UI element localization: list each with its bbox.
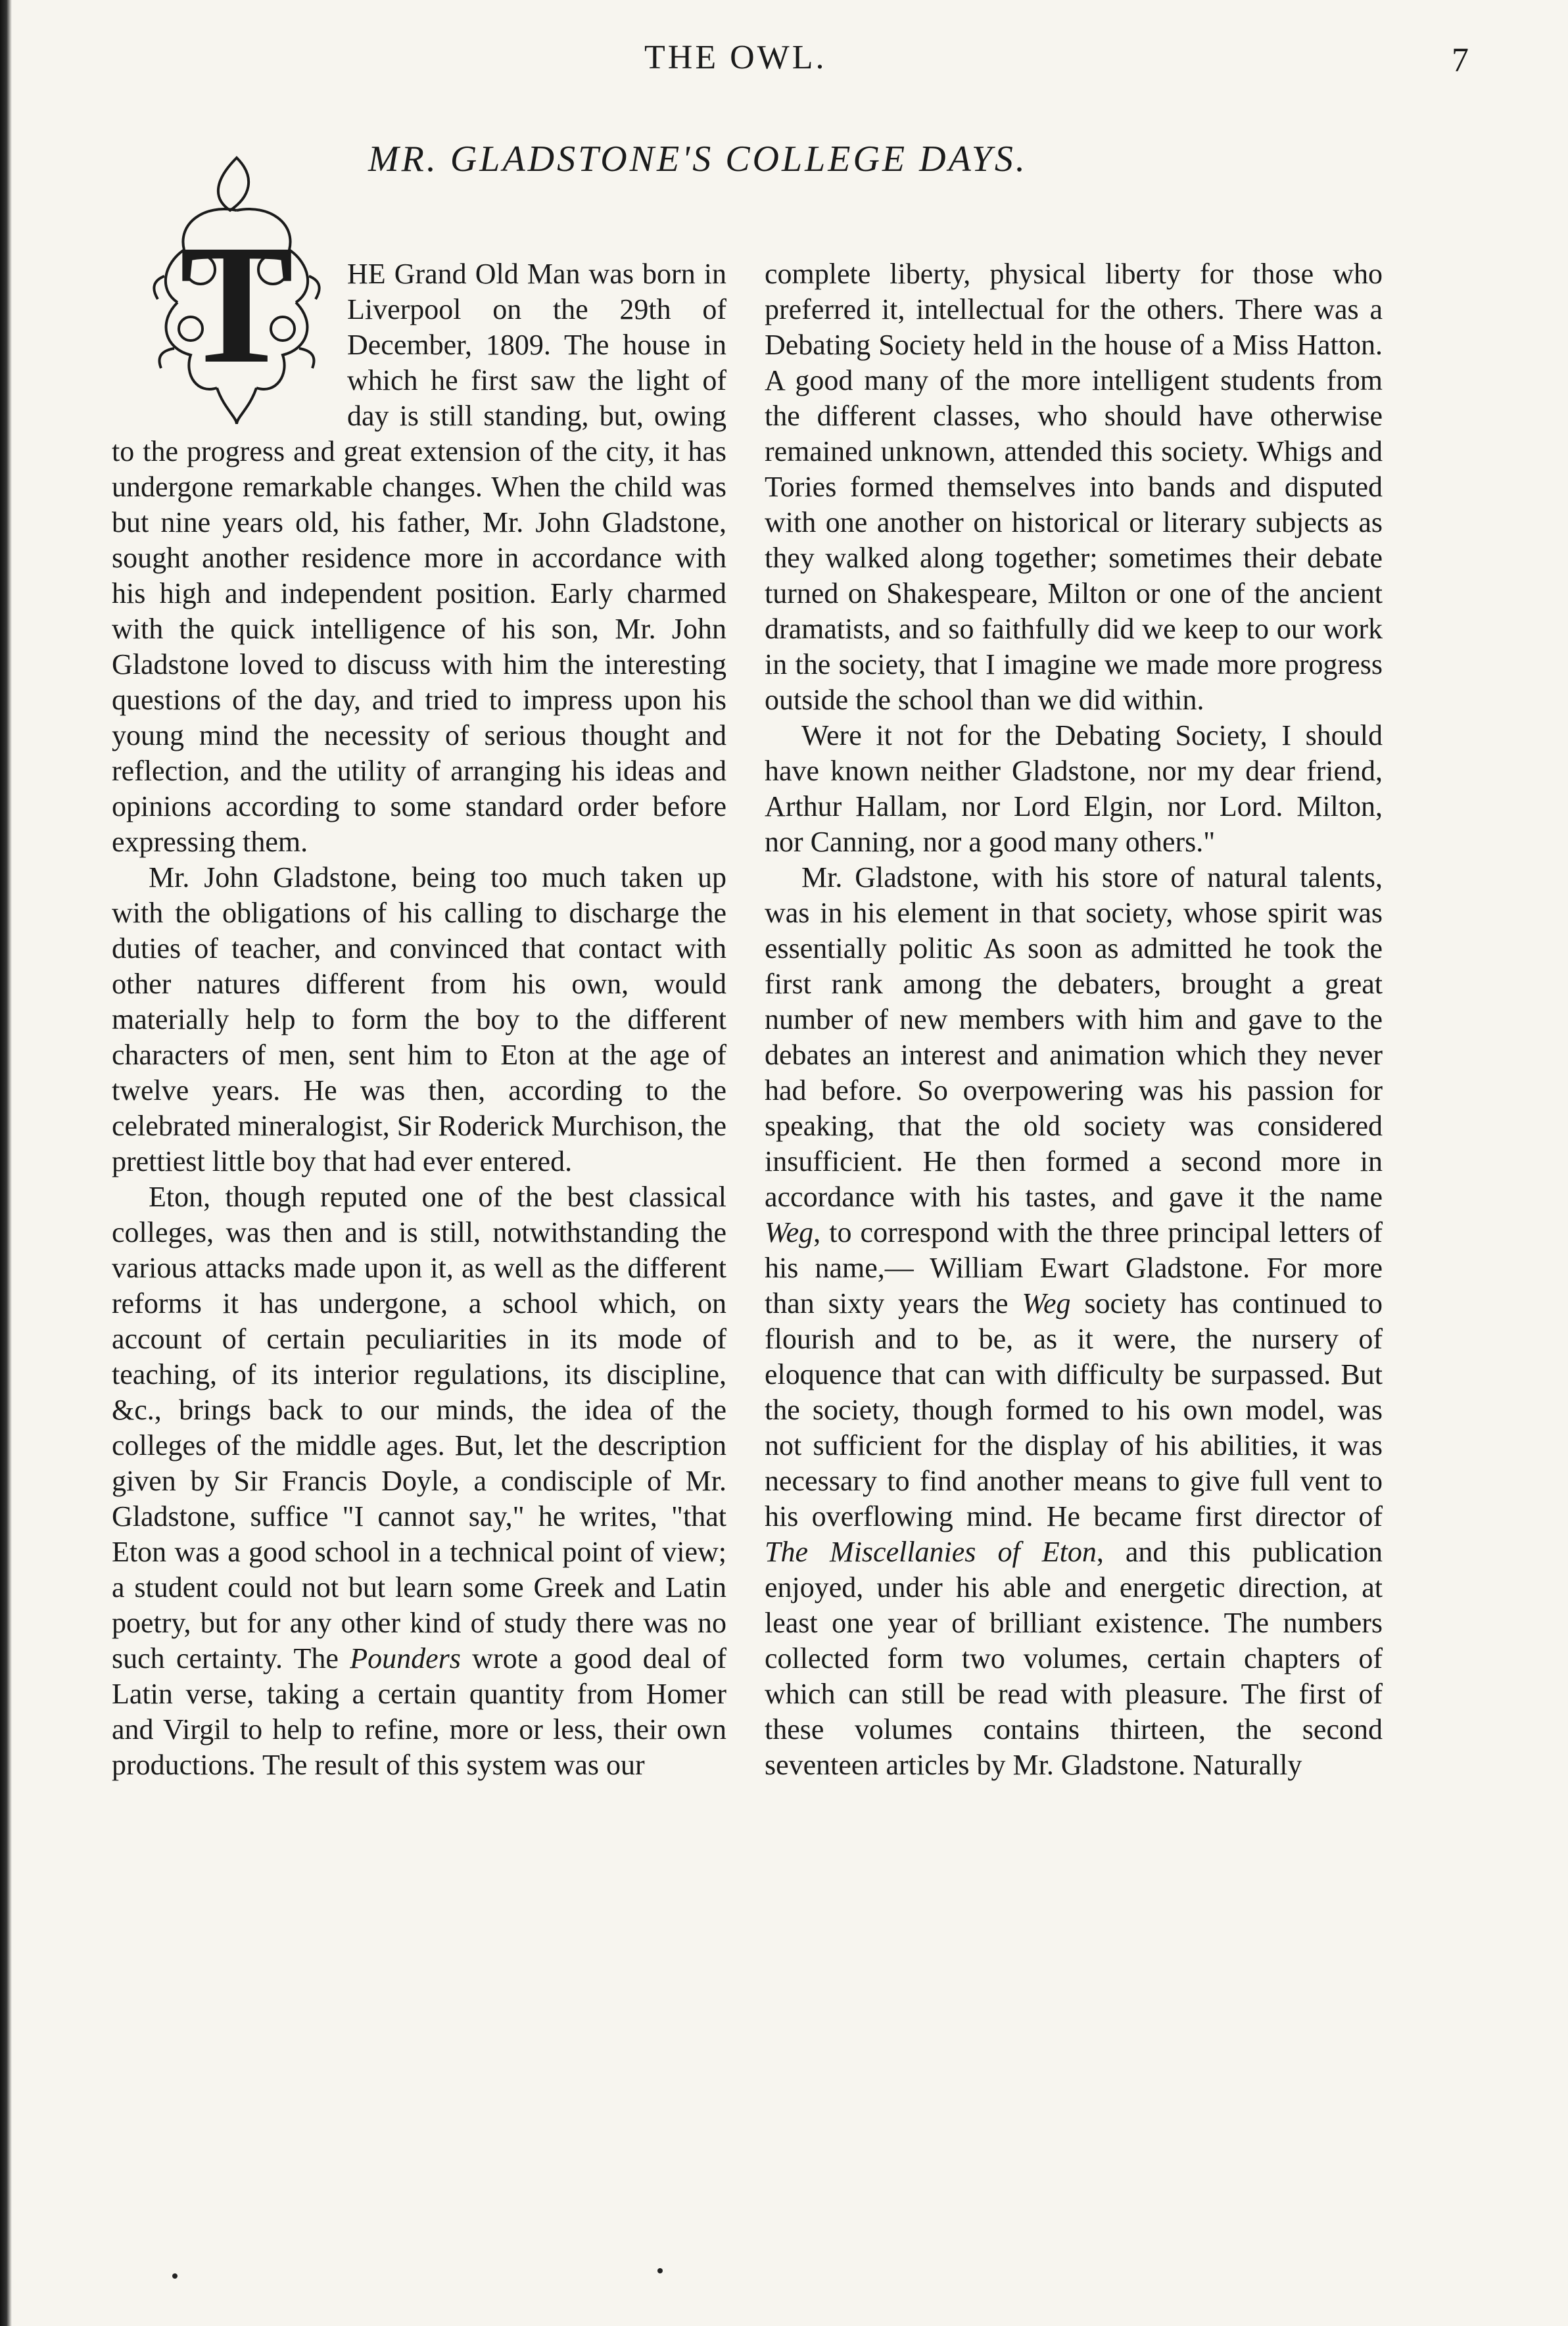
ornamental-drop-cap <box>138 151 335 427</box>
right-column <box>765 256 1383 1783</box>
paragraph-3 <box>112 1179 726 1783</box>
miscellanies-italic: The Miscellanies of Eton <box>765 1536 1097 1568</box>
paragraph-3-text-a: Eton, though reputed one of the best classical colleges, was then and is still, notwithstanding the various attacks made upon it, as well as the different reforms it has undergone, a school which, on account of certain peculiarities in its mode of teaching, of its interior regulations, its discipline, &c., brings back to our minds, the idea of the colleges of the middle ages. But, let the description given by Sir Francis Doyle, a condisciple of Mr. Gladstone, suffice "I cannot say," he writes, "that Eton was a good school in a technical point of view; a student could not but learn some Greek and Latin poetry, but for any other kind of study there was no such certainty. The <box>112 1181 726 1674</box>
paragraph-2: Mr. John Gladstone, being too much taken up with the obligations of his calling to discharge the duties of teacher, and convinced that contact with other natures different from his own, would materially help to form the boy to the different characters of men, sent him to Eton at the age of twelve years. He was then, according to the celebrated mineralogist, Sir Roderick Murchison, the prettiest little boy that had ever entered. <box>112 861 726 1177</box>
pounders-italic: Pounders <box>350 1642 461 1674</box>
paragraph-4: complete liberty, physical liberty for those who preferred it, intellectual for the others. There was a Debating Society held in the house of a Miss Hatton. A good many of the more intelligent students from the different classes, who should have otherwise remained unknown, attended this society. Whigs and Tories formed themselves into bands and disputed with one another on historical or literary subjects as they walked along together; sometimes their debate turned on Shakespeare, Milton or one of the ancient dramatists, and so faithfully did we keep to our work in the society, that I imagine we made more progress outside the school than we did within. <box>765 258 1383 716</box>
running-title: THE OWL. <box>644 39 827 76</box>
paragraph-1-text: HE Grand Old Man was born in Liverpool on the 29th of December, 1809. The house in which he first saw the light of day is still standing, but, owing to the progress and great extension of the city, it has undergone remarkable changes. When the child was but nine years old, his father, Mr. John Gladstone, sought another residence more in accordance with his high and independent position. Early charmed with the quick intelligence of his son, Mr. John Gladstone loved to discuss with him the interesting questions of the day, and tried to impress upon his young mind the necessity of serious thought and reflection, and the utility of arranging his ideas and opinions according to some standard order before expressing them. <box>112 258 726 858</box>
article-title: MR. GLADSTONE'S COLLEGE DAYS. <box>368 139 1028 179</box>
drop-cap-letter: T <box>179 210 294 399</box>
paragraph-3-text-b: wrote a good deal of Latin verse, taking a certain quantity from Homer and Virgil to help to refine, more or less, their own productions. The result of this system was our <box>112 1642 726 1781</box>
paragraph-5: Were it not for the Debating Society, I should have known neither Gladstone, nor my dear friend, Arthur Hallam, nor Lord Elgin, nor Lord. Milton, nor Canning, nor a good many others." <box>765 719 1383 858</box>
paragraph-6 <box>765 860 1383 1783</box>
page-number: 7 <box>1452 41 1469 79</box>
page-spine-shadow <box>0 0 12 2326</box>
weg-italic-1: Weg <box>765 1216 814 1248</box>
print-speck <box>172 2273 178 2279</box>
print-speck <box>657 2268 663 2273</box>
paragraph-6-text-d: , and this publication enjoyed, under his able and energetic direction, at least one year of brilliant existence. The numbers collected form two volumes, certain chapters of which can still be read with pleasure. The first of these volumes contains thirteen, the second seventeen articles by Mr. Gladstone. Naturally <box>765 1536 1383 1781</box>
paragraph-6-text-a: Mr. Gladstone, with his store of natural talents, was in his element in that society, whose spirit was essentially politic As soon as admitted he took the first rank among the debaters, brought a great number of new members with him and gave to the debates an interest and animation which they never had before. So overpowering was his passion for speaking, that the old society was considered insufficient. He then formed a second more in accordance with his tastes, and gave it the name <box>765 861 1383 1213</box>
paragraph-6-text-b: , to correspond with the three principal letters of his name,— William Ewart Gladstone. For more than sixty years the <box>765 1216 1383 1319</box>
paragraph-1 <box>112 210 726 860</box>
left-column <box>112 210 726 1783</box>
paragraph-6-text-c: society has continued to flourish and to be, as it were, the nursery of eloquence that can with difficulty be surpassed. But the society, though formed to his own model, was not sufficient for the display of his abilities, it was necessary to find another means to give full vent to his overflowing mind. He became first director of <box>765 1287 1383 1532</box>
weg-italic-2: Weg <box>1022 1287 1071 1319</box>
page-header <box>0 38 1568 84</box>
drop-cap-ornament-icon <box>138 151 335 427</box>
